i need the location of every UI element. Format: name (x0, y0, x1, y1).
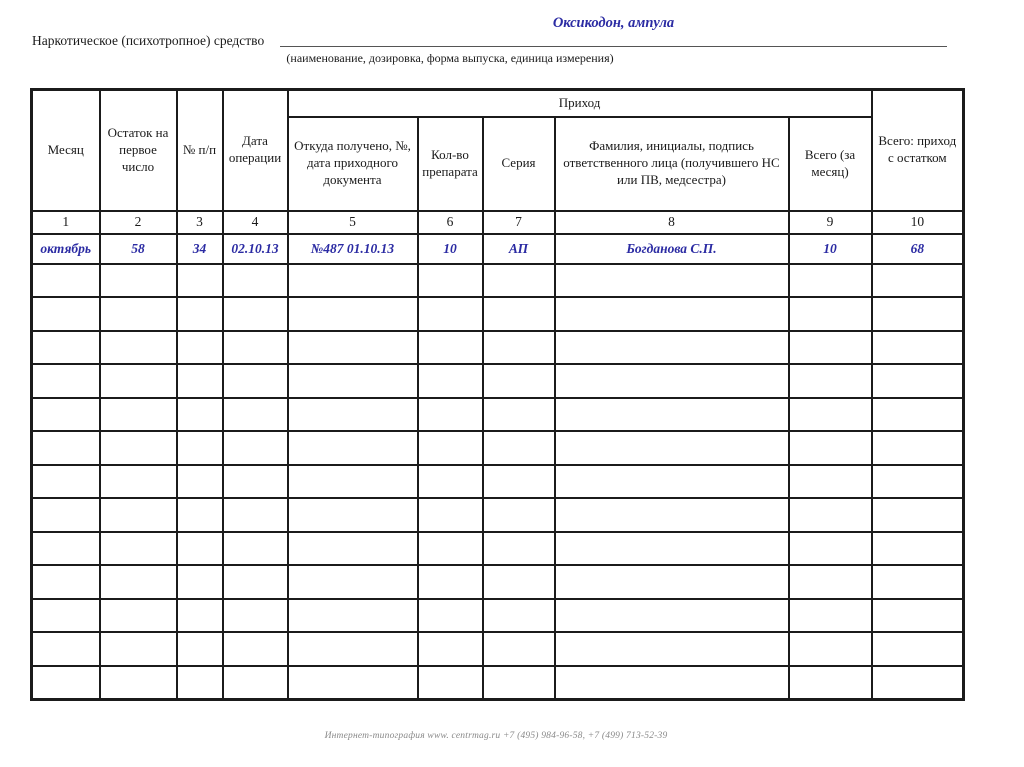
entry-serial-number: 34 (177, 234, 223, 264)
empty-cell (789, 297, 872, 331)
empty-cell (418, 565, 483, 599)
empty-cell (483, 498, 555, 532)
group-header-income: Приход (288, 90, 872, 117)
empty-cell (555, 264, 789, 298)
empty-cell (483, 666, 555, 700)
table-row-empty (32, 498, 964, 532)
table-row-empty (32, 599, 964, 633)
empty-cell (177, 565, 223, 599)
empty-cell (555, 297, 789, 331)
empty-cell (418, 498, 483, 532)
col-header-responsible-person: Фамилия, инициалы, подпись ответственного лица (получившего НС или ПВ, медсестра) (555, 117, 789, 211)
empty-cell (555, 465, 789, 499)
empty-cell (418, 364, 483, 398)
empty-cell (100, 398, 177, 432)
empty-cell (100, 264, 177, 298)
empty-cell (288, 331, 418, 365)
empty-cell (483, 398, 555, 432)
empty-cell (100, 431, 177, 465)
empty-cell (223, 331, 288, 365)
substance-caption: (наименование, дозировка, форма выпуска, единица измерения) (286, 51, 614, 65)
col-header-series: Серия (483, 117, 555, 211)
entry-month: октябрь (32, 234, 100, 264)
empty-cell (789, 264, 872, 298)
empty-cell (32, 431, 100, 465)
empty-cell (483, 532, 555, 566)
empty-cell (32, 632, 100, 666)
empty-cell (288, 364, 418, 398)
empty-cell (418, 431, 483, 465)
empty-cell (100, 364, 177, 398)
entry-total-with-balance: 68 (872, 234, 964, 264)
empty-cell (288, 264, 418, 298)
col-header-operation-date: Дата операции (223, 90, 288, 211)
empty-cell (100, 532, 177, 566)
empty-cell (418, 297, 483, 331)
empty-cell (177, 297, 223, 331)
empty-cell (555, 565, 789, 599)
empty-cell (789, 632, 872, 666)
empty-cell (223, 565, 288, 599)
column-number: 3 (177, 211, 223, 234)
table-row-empty (32, 331, 964, 365)
empty-cell (872, 599, 964, 633)
col-header-quantity: Кол-во препарата (418, 117, 483, 211)
empty-cell (32, 599, 100, 633)
substance-value: Оксикодон, ампула (552, 15, 675, 31)
col-header-total-with-balance: Всего: приход с остатком (872, 90, 964, 211)
empty-cell (32, 331, 100, 365)
empty-cell (100, 465, 177, 499)
empty-cell (555, 632, 789, 666)
empty-cell (288, 398, 418, 432)
empty-cell (100, 498, 177, 532)
column-number: 5 (288, 211, 418, 234)
empty-cell (483, 431, 555, 465)
empty-cell (872, 364, 964, 398)
column-number: 9 (789, 211, 872, 234)
empty-cell (872, 498, 964, 532)
empty-cell (288, 565, 418, 599)
empty-cell (872, 398, 964, 432)
empty-cell (872, 632, 964, 666)
empty-cell (177, 599, 223, 633)
col-header-opening-balance: Остаток на первое число (100, 90, 177, 211)
empty-cell (32, 297, 100, 331)
empty-cell (483, 465, 555, 499)
column-number: 6 (418, 211, 483, 234)
empty-cell (789, 532, 872, 566)
empty-cell (789, 498, 872, 532)
empty-cell (789, 465, 872, 499)
empty-cell (483, 264, 555, 298)
entry-total-month: 10 (789, 234, 872, 264)
empty-cell (418, 465, 483, 499)
empty-cell (100, 632, 177, 666)
column-number: 10 (872, 211, 964, 234)
empty-cell (177, 331, 223, 365)
empty-cell (418, 264, 483, 298)
empty-cell (789, 331, 872, 365)
column-number: 7 (483, 211, 555, 234)
empty-cell (177, 632, 223, 666)
empty-cell (32, 398, 100, 432)
table-row-empty (32, 465, 964, 499)
empty-cell (789, 666, 872, 700)
empty-cell (872, 465, 964, 499)
empty-cell (288, 599, 418, 633)
empty-cell (418, 398, 483, 432)
empty-cell (555, 666, 789, 700)
empty-cell (555, 331, 789, 365)
empty-cell (483, 565, 555, 599)
empty-cell (100, 297, 177, 331)
empty-cell (288, 465, 418, 499)
column-number: 1 (32, 211, 100, 234)
empty-rows (32, 264, 964, 700)
empty-cell (872, 666, 964, 700)
entry-series: АП (483, 234, 555, 264)
empty-cell (223, 264, 288, 298)
empty-cell (483, 599, 555, 633)
entry-quantity: 10 (418, 234, 483, 264)
empty-cell (32, 498, 100, 532)
column-number: 8 (555, 211, 789, 234)
column-number-row (32, 211, 964, 234)
col-header-serial-number: № п/п (177, 90, 223, 211)
empty-cell (483, 632, 555, 666)
empty-cell (100, 666, 177, 700)
empty-cell (789, 599, 872, 633)
table-row-empty (32, 364, 964, 398)
entry-opening-balance: 58 (100, 234, 177, 264)
empty-cell (789, 364, 872, 398)
empty-cell (177, 431, 223, 465)
col-header-month: Месяц (32, 90, 100, 211)
table-row-empty (32, 264, 964, 298)
empty-cell (100, 331, 177, 365)
empty-cell (177, 465, 223, 499)
header-row-group (32, 90, 964, 117)
table-row-empty (32, 565, 964, 599)
empty-cell (223, 498, 288, 532)
empty-cell (789, 431, 872, 465)
empty-cell (288, 498, 418, 532)
empty-cell (223, 632, 288, 666)
empty-cell (483, 364, 555, 398)
empty-cell (872, 331, 964, 365)
empty-cell (288, 431, 418, 465)
empty-cell (789, 398, 872, 432)
empty-cell (872, 264, 964, 298)
empty-cell (32, 532, 100, 566)
substance-label: Наркотическое (психотропное) средство (32, 33, 265, 48)
empty-cell (555, 599, 789, 633)
entry-received-from: №487 01.10.13 (288, 234, 418, 264)
footer-note: Интернет-типография www. centrmag.ru +7 (495) 984-96-58, +7 (499) 713-52-39 (324, 731, 668, 741)
empty-cell (177, 398, 223, 432)
empty-cell (223, 431, 288, 465)
col-header-received-from: Откуда получено, №, дата приходного документа (288, 117, 418, 211)
empty-cell (483, 331, 555, 365)
table-row-empty (32, 398, 964, 432)
empty-cell (418, 532, 483, 566)
empty-cell (555, 532, 789, 566)
empty-cell (288, 532, 418, 566)
empty-cell (872, 297, 964, 331)
table-row-entry (32, 234, 964, 264)
substance-blank-line (280, 28, 947, 47)
empty-cell (177, 666, 223, 700)
empty-cell (288, 666, 418, 700)
table-row-empty (32, 431, 964, 465)
empty-cell (32, 364, 100, 398)
empty-cell (418, 666, 483, 700)
empty-cell (872, 565, 964, 599)
column-number: 4 (223, 211, 288, 234)
registry-table (30, 88, 965, 701)
empty-cell (483, 297, 555, 331)
empty-cell (223, 364, 288, 398)
table-row-empty (32, 666, 964, 700)
empty-cell (32, 465, 100, 499)
empty-cell (418, 599, 483, 633)
empty-cell (223, 599, 288, 633)
empty-cell (555, 398, 789, 432)
empty-cell (288, 632, 418, 666)
empty-cell (32, 666, 100, 700)
empty-cell (288, 297, 418, 331)
column-number: 2 (100, 211, 177, 234)
table-row-empty (32, 632, 964, 666)
empty-cell (177, 498, 223, 532)
empty-cell (418, 632, 483, 666)
empty-cell (32, 565, 100, 599)
table-row-empty (32, 532, 964, 566)
empty-cell (555, 498, 789, 532)
col-header-total-month: Всего (за месяц) (789, 117, 872, 211)
entry-operation-date: 02.10.13 (223, 234, 288, 264)
entry-responsible-person: Богданова С.П. (555, 234, 789, 264)
empty-cell (177, 364, 223, 398)
empty-cell (555, 364, 789, 398)
empty-cell (32, 264, 100, 298)
empty-cell (223, 465, 288, 499)
empty-cell (100, 565, 177, 599)
empty-cell (223, 532, 288, 566)
empty-cell (418, 331, 483, 365)
empty-cell (872, 532, 964, 566)
empty-cell (223, 666, 288, 700)
empty-cell (872, 431, 964, 465)
empty-cell (177, 264, 223, 298)
empty-cell (555, 431, 789, 465)
empty-cell (223, 398, 288, 432)
empty-cell (100, 599, 177, 633)
table-row-empty (32, 297, 964, 331)
empty-cell (789, 565, 872, 599)
empty-cell (177, 532, 223, 566)
empty-cell (223, 297, 288, 331)
